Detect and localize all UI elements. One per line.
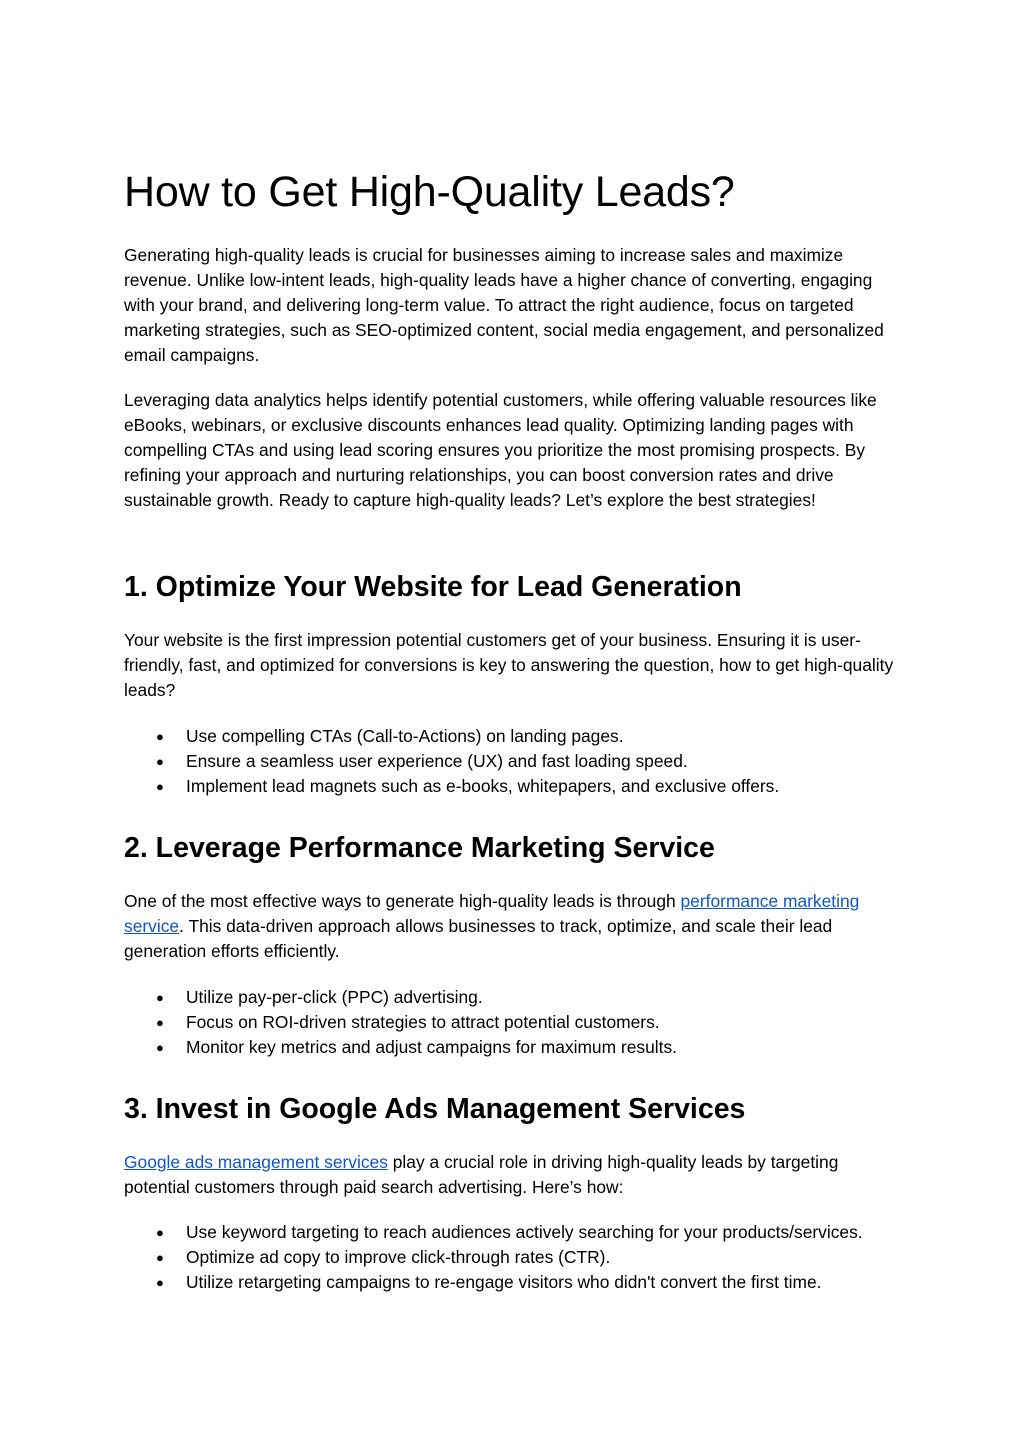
list-item bbox=[124, 1010, 904, 1035]
bullet-icon: ● bbox=[156, 779, 164, 794]
list-item-text: Use keyword targeting to reach audiences actively searching for your products/services. bbox=[186, 1222, 863, 1242]
list-item-text: Focus on ROI-driven strategies to attract potential customers. bbox=[186, 1012, 660, 1032]
section-3-bullet-list bbox=[124, 1220, 904, 1295]
list-item-text: Monitor key metrics and adjust campaigns for maximum results. bbox=[186, 1037, 677, 1057]
list-item bbox=[124, 749, 904, 774]
list-item bbox=[124, 1245, 904, 1270]
performance-marketing-service-link[interactable]: performance marketing service bbox=[124, 891, 860, 936]
list-item bbox=[124, 1035, 904, 1060]
section-3-heading: 3. Invest in Google Ads Management Services bbox=[124, 1093, 746, 1125]
section-3-body-text-after: play a crucial role in driving high-quality leads by targeting potential customers through paid search advertising. Here’s how: bbox=[124, 1152, 839, 1197]
list-item bbox=[124, 724, 904, 749]
list-item-text: Optimize ad copy to improve click-through rates (CTR). bbox=[186, 1247, 611, 1267]
bullet-icon: ● bbox=[156, 1275, 164, 1290]
list-item bbox=[124, 774, 904, 799]
section-1-bullet-list bbox=[124, 724, 904, 799]
section-2-body-text-after: . This data-driven approach allows businesses to track, optimize, and scale their lead generation efforts efficiently. bbox=[124, 916, 833, 961]
google-ads-management-services-link[interactable]: Google ads management services bbox=[124, 1152, 388, 1172]
list-item-text: Utilize pay-per-click (PPC) advertising. bbox=[186, 987, 483, 1007]
bullet-icon: ● bbox=[156, 1040, 164, 1055]
section-1-body: Your website is the first impression potential customers get of your business. Ensuring it is user-friendly, fast, and optimized for conversions is key to answering the question, how to get high-quality leads? bbox=[124, 630, 894, 700]
intro-paragraph-2: Leveraging data analytics helps identify potential customers, while offering valuable resources like eBooks, webinars, or exclusive discounts enhances lead quality. Optimizing landing pages with compelling CTAs and using lead scoring ensures you prioritize the most promising prospects. By refining your approach and nurturing relationships, you can boost conversion rates and drive sustainable growth. Ready to capture high-quality leads? Let’s explore the best strategies! bbox=[124, 390, 877, 510]
list-item bbox=[124, 1270, 904, 1295]
section-2-body-text-before: One of the most effective ways to generate high-quality leads is through bbox=[124, 891, 681, 911]
section-2-heading: 2. Leverage Performance Marketing Service bbox=[124, 832, 715, 864]
bullet-icon: ● bbox=[156, 1225, 164, 1240]
list-item-text: Implement lead magnets such as e-books, whitepapers, and exclusive offers. bbox=[186, 776, 780, 796]
list-item-text: Use compelling CTAs (Call-to-Actions) on landing pages. bbox=[186, 726, 624, 746]
list-item bbox=[124, 985, 904, 1010]
bullet-icon: ● bbox=[156, 754, 164, 769]
section-3-body bbox=[124, 1150, 904, 1200]
section-2-body bbox=[124, 889, 904, 964]
section-2-bullet-list bbox=[124, 985, 904, 1060]
bullet-icon: ● bbox=[156, 729, 164, 744]
section-1-heading: 1. Optimize Your Website for Lead Generation bbox=[124, 571, 742, 603]
bullet-icon: ● bbox=[156, 1250, 164, 1265]
bullet-icon: ● bbox=[156, 1015, 164, 1030]
bullet-icon: ● bbox=[156, 990, 164, 1005]
intro-paragraph-1: Generating high-quality leads is crucial for businesses aiming to increase sales and maximize revenue. Unlike low-intent leads, high-quality leads have a higher chance of converting, engaging with your brand, and delivering long-term value. To attract the right audience, focus on targeted marketing strategies, such as SEO-optimized content, social media engagement, and personalized email campaigns. bbox=[124, 245, 884, 365]
list-item-text: Utilize retargeting campaigns to re-engage visitors who didn't convert the first time. bbox=[186, 1272, 822, 1292]
list-item-text: Ensure a seamless user experience (UX) and fast loading speed. bbox=[186, 751, 688, 771]
list-item bbox=[124, 1220, 904, 1245]
document-title: How to Get High-Quality Leads? bbox=[124, 168, 735, 216]
